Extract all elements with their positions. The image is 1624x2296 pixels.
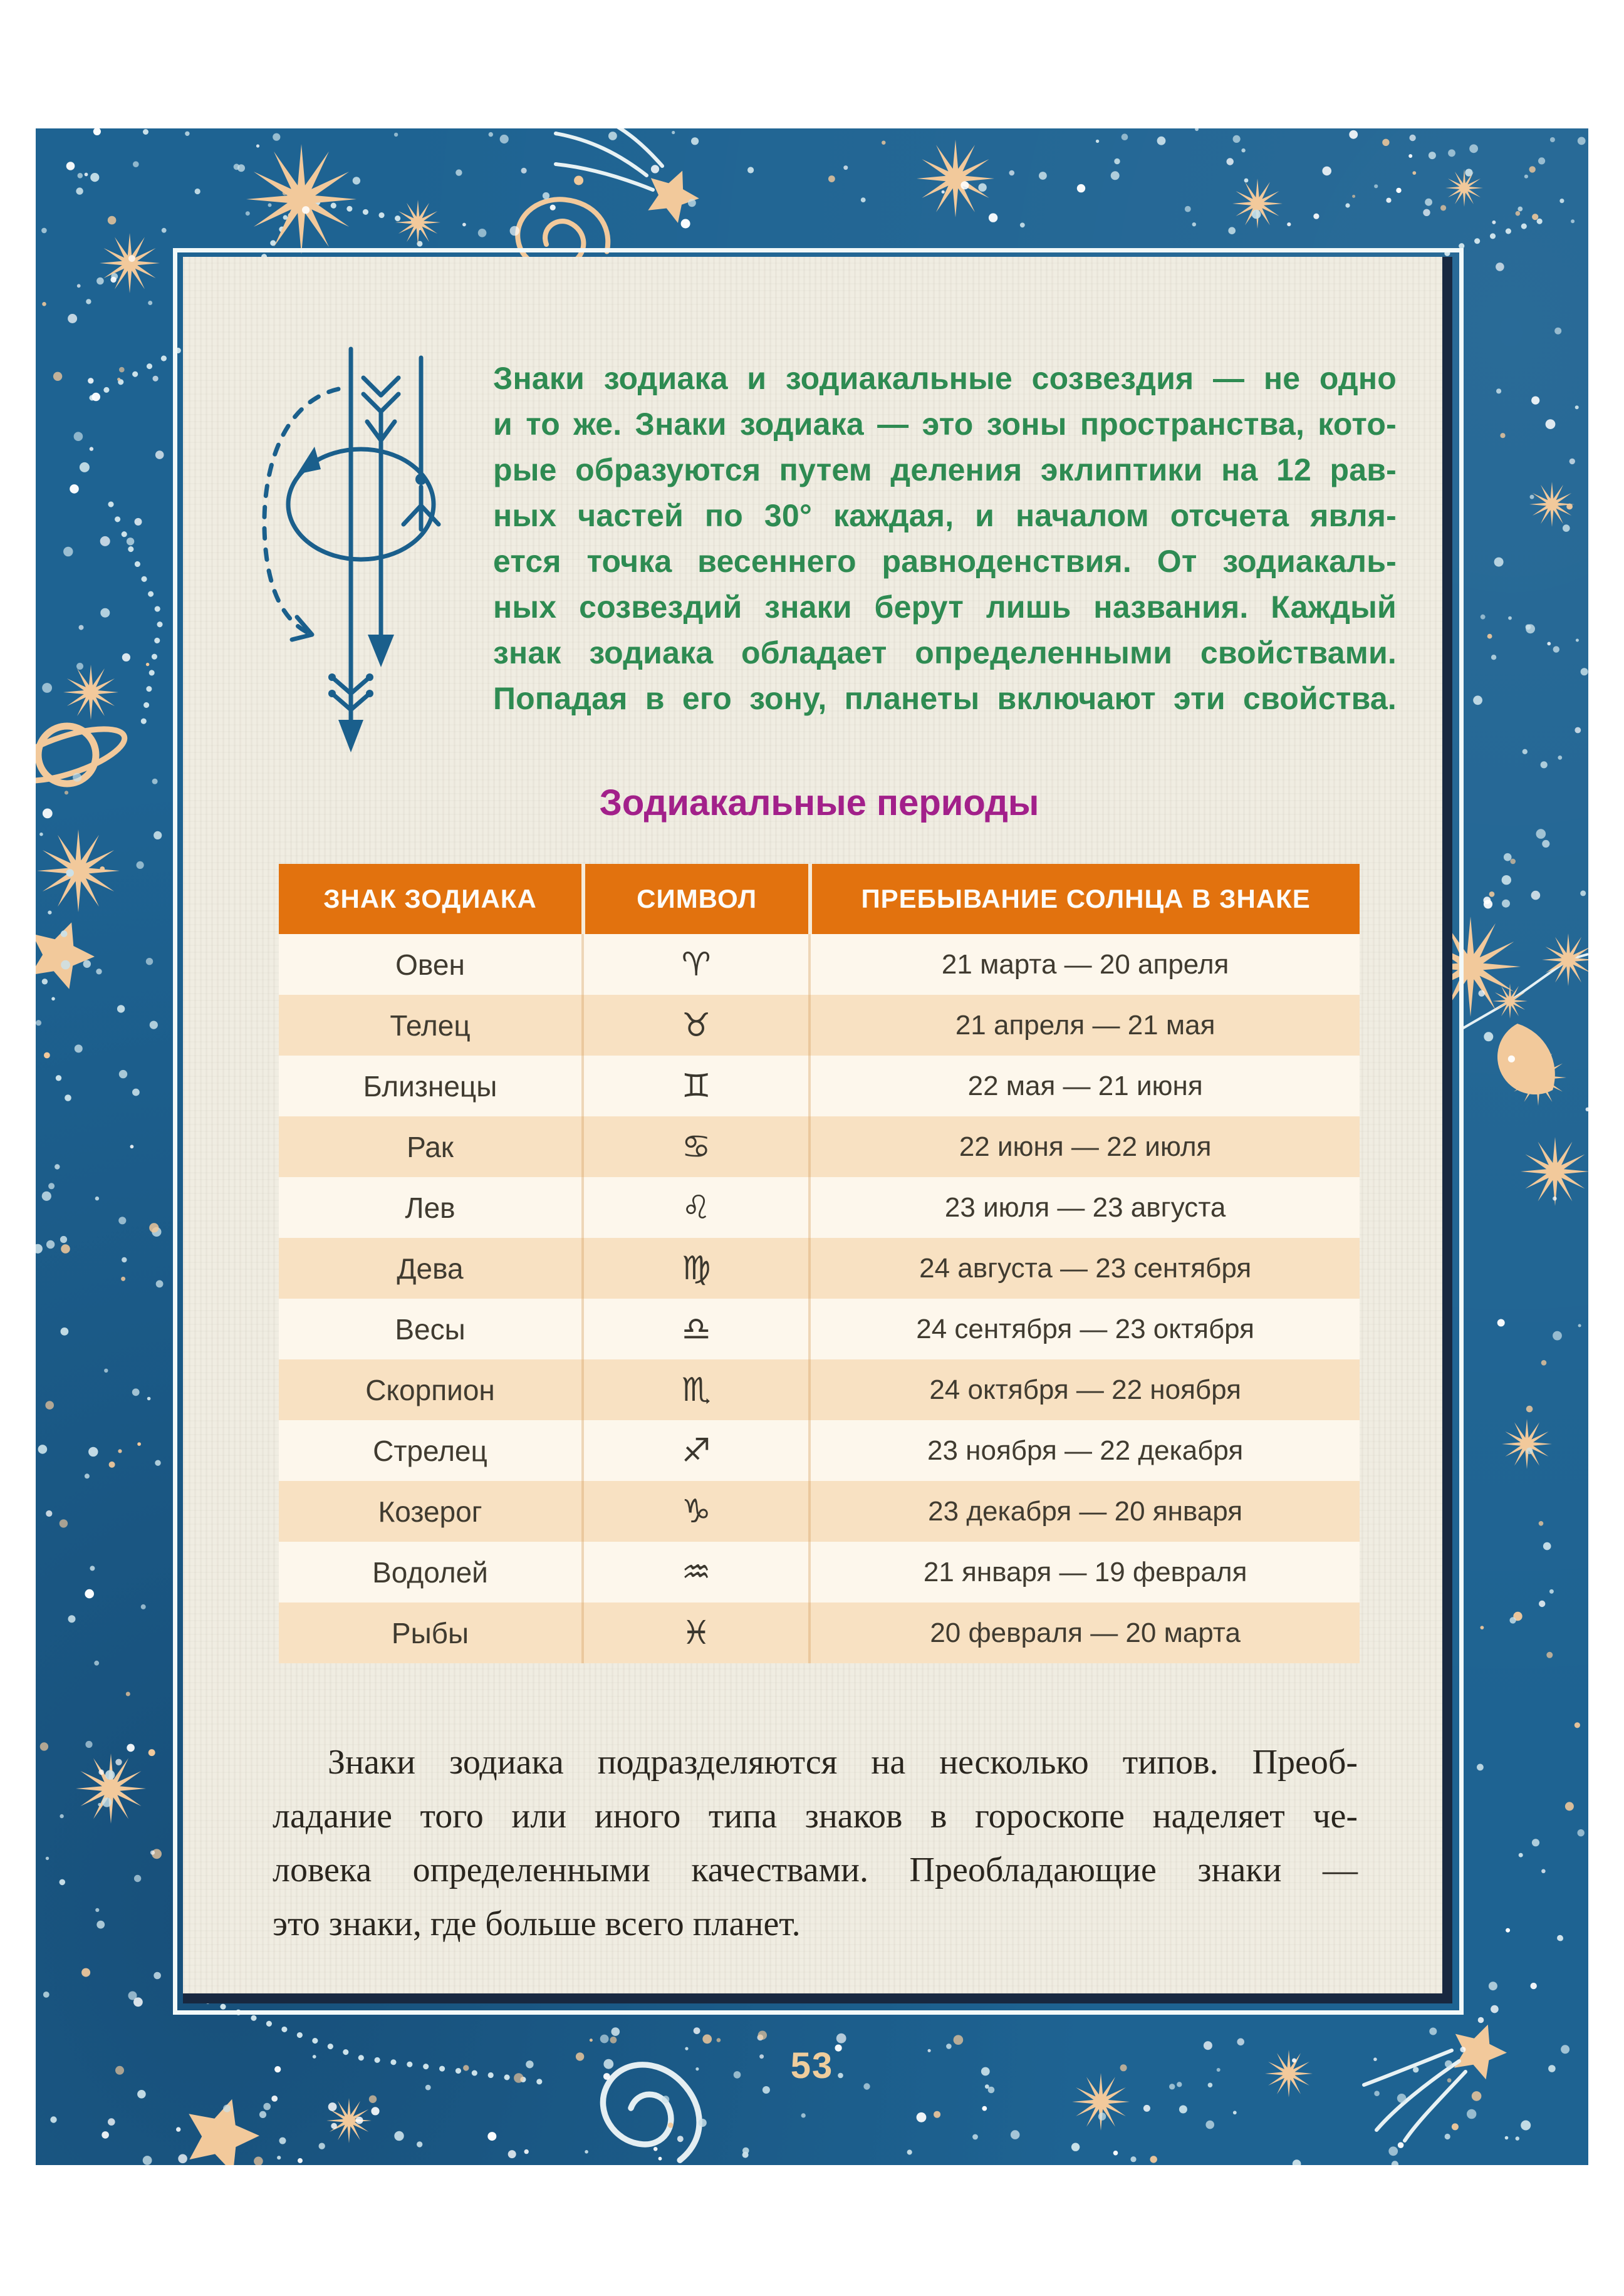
table-row <box>279 1299 1360 1359</box>
column-header-symbol: СИМВОЛ <box>581 864 808 934</box>
column-header-period: ПРЕБЫВАНИЕ СОЛНЦА В ЗНАКЕ <box>808 864 1360 934</box>
table-row <box>279 1056 1360 1116</box>
zodiac-sign-name: Овен <box>395 948 465 981</box>
crescent-moon-icon <box>1484 1016 1566 1108</box>
zodiac-period: 23 декабря — 20 января <box>808 1481 1360 1542</box>
zodiac-period: 24 августа — 23 сентября <box>808 1238 1360 1299</box>
zodiac-symbol-icon: ♒ <box>581 1542 808 1603</box>
zodiac-period: 24 октября — 22 ноября <box>808 1359 1360 1420</box>
zodiac-sign-name: Лев <box>405 1191 455 1224</box>
intro-line: рые образуются путем деления эклиптики на 12 рав- <box>493 452 1397 487</box>
zodiac-symbol-icon: ♊ <box>581 1056 808 1116</box>
table-row <box>279 1238 1360 1299</box>
table-row <box>279 1481 1360 1542</box>
table-row <box>279 1542 1360 1603</box>
table-row <box>279 1116 1360 1177</box>
zodiac-sign-name: Водолей <box>372 1556 488 1589</box>
intro-line: ется точка весеннего равноденствия. От зодиакаль- <box>493 544 1397 579</box>
zodiac-sign-name: Скорпион <box>365 1373 495 1406</box>
zodiac-period: 20 февраля — 20 марта <box>808 1603 1360 1663</box>
intro-line: Знаки зодиака и зодиакальные созвездия — не одно <box>493 361 1397 396</box>
table-row <box>279 1359 1360 1420</box>
table-row <box>279 1177 1360 1238</box>
table-row <box>279 995 1360 1056</box>
zodiac-symbol-icon: ♈ <box>581 934 808 995</box>
zodiac-sign-name: Козерог <box>378 1495 482 1528</box>
zodiac-symbol-icon: ♉ <box>581 995 808 1056</box>
column-header-sign: ЗНАК ЗОДИАКА <box>323 884 537 913</box>
zodiac-sign-name: Близнецы <box>363 1069 497 1103</box>
zodiac-symbol-icon: ♏ <box>581 1359 808 1420</box>
zodiac-period: 23 ноября — 22 декабря <box>808 1420 1360 1481</box>
closing-line: ладание того или иного типа знаков в гороскопе наделяет че- <box>273 1797 1358 1836</box>
zodiac-sign-name: Стрелец <box>373 1434 487 1467</box>
zodiac-period: 21 апреля — 21 мая <box>808 995 1360 1056</box>
zodiac-period: 22 мая — 21 июня <box>808 1056 1360 1116</box>
zodiac-period: 24 сентября — 23 октября <box>808 1299 1360 1359</box>
zodiac-period: 21 марта — 20 апреля <box>808 934 1360 995</box>
zodiac-period: 23 июля — 23 августа <box>808 1177 1360 1238</box>
zodiac-symbol-icon: ♋ <box>581 1116 808 1177</box>
ringed-planet-icon <box>36 719 130 791</box>
zodiac-sign-name: Дева <box>397 1252 464 1285</box>
closing-line: Знаки зодиака подразделяются на несколько типов. Преоб- <box>328 1743 1358 1782</box>
zodiac-sign-name: Рыбы <box>391 1616 469 1649</box>
table-title: Зодиакальные периоды <box>599 782 1039 823</box>
closing-line: ловека определенными качествами. Преобладающие знаки — <box>273 1851 1358 1889</box>
zodiac-period: 21 января — 19 февраля <box>808 1542 1360 1603</box>
zodiac-sign-name: Весы <box>395 1312 466 1346</box>
zodiac-symbol-icon: ♐ <box>581 1420 808 1481</box>
zodiac-sign-name: Телец <box>390 1009 471 1042</box>
intro-line: ных частей по 30° каждая, и началом отсчета явля- <box>493 498 1397 533</box>
zodiac-symbol-icon: ♌ <box>581 1177 808 1238</box>
page-number: 53 <box>790 2045 834 2086</box>
intro-line: ных созвездий знаки берут лишь названия. Каждый <box>493 590 1397 625</box>
table-row <box>279 1603 1360 1663</box>
zodiac-symbol-icon: ♑ <box>581 1481 808 1542</box>
table-row <box>279 934 1360 995</box>
closing-line: это знаки, где больше всего планет. <box>273 1904 801 1943</box>
zodiac-symbol-icon: ♍ <box>581 1238 808 1299</box>
intro-line: и то же. Знаки зодиака — это зоны пространства, кото- <box>493 407 1397 442</box>
zodiac-table <box>279 864 1360 1663</box>
intro-line: знак зодиака обладает определенными свойствами. <box>493 635 1397 670</box>
zodiac-symbol-icon: ♓ <box>581 1603 808 1663</box>
zodiac-period: 22 июня — 22 июля <box>808 1116 1360 1177</box>
table-body <box>279 934 1360 1663</box>
intro-line: Попадая в его зону, планеты включают эти свойства. <box>493 681 1397 716</box>
table-header-row <box>279 864 1360 934</box>
zodiac-symbol-icon: ♎ <box>581 1299 808 1359</box>
zodiac-sign-name: Рак <box>407 1130 454 1163</box>
closing-paragraph <box>273 1735 1358 1951</box>
zodiac-arrows-illustration-icon <box>244 341 457 755</box>
table-row <box>279 1420 1360 1481</box>
intro-paragraph <box>493 356 1397 722</box>
